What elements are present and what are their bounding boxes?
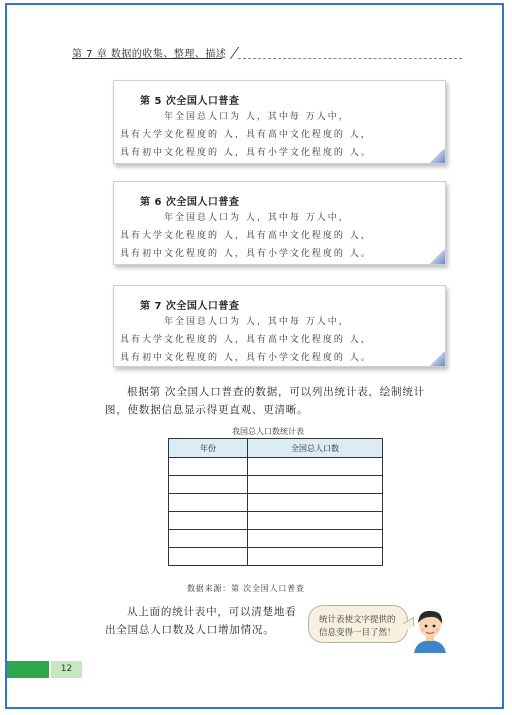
table-row [169,458,383,476]
boy-illustration [410,605,450,653]
chapter-title: 第 7 章 数据的收集、整理、描述 [72,49,227,60]
table-cell [248,512,383,530]
card-line: 具有大学文化程度的 人，具有高中文化程度的 人， [120,231,372,241]
paragraph-line: 从上面的统计表中，可以清楚地看 [127,606,297,618]
table-row [169,530,383,548]
bubble-line: 统计表使文字提供的 [319,615,396,625]
table-source: 数据来源：第 次全国人口普查 [187,584,305,593]
census-card-7 [113,285,446,367]
table-cell [248,476,383,494]
page-curl [429,250,445,264]
table-cell [248,548,383,566]
census-card-6 [113,181,446,265]
card-line: 年全国总人口为 人，其中每 万人中， [164,213,350,223]
table-cell [169,530,248,548]
card-title: 第 7 次全国人口普查 [140,301,240,312]
table-cell [169,548,248,566]
table-row [169,512,383,530]
header-rule [72,58,222,59]
table-cell [248,530,383,548]
table-cell [169,458,248,476]
page-curl [429,149,445,163]
footer-green-bar [7,661,49,678]
speech-bubble [308,605,408,643]
card-line: 具有初中文化程度的 人，具有小学文化程度的 人。 [120,148,372,158]
table-row [169,548,383,566]
card-line: 具有大学文化程度的 人，具有高中文化程度的 人， [120,335,372,345]
card-line: 具有初中文化程度的 人，具有小学文化程度的 人。 [120,353,372,363]
table-row [169,494,383,512]
paragraph-line: 根据第 次全国人口普查的数据，可以列出统计表，绘制统计 [127,386,425,398]
page-curl [429,352,445,366]
card-line: 年全国总人口为 人，其中每 万人中， [164,112,350,122]
card-title: 第 6 次全国人口普查 [140,197,240,208]
table-cell [169,494,248,512]
page-number: 12 [51,661,82,678]
census-card-5 [113,80,446,164]
paragraph-line: 出全国总人口数及人口增加情况。 [105,624,275,636]
card-line: 具有初中文化程度的 人，具有小学文化程度的 人。 [120,249,372,259]
card-title: 第 5 次全国人口普查 [140,96,240,107]
table-row [169,476,383,494]
header-dotted-line [238,58,462,59]
population-table [168,438,383,566]
bubble-line: 信息变得一目了然！ [319,628,396,638]
table-cell [248,458,383,476]
table-cell [169,512,248,530]
card-line: 具有大学文化程度的 人，具有高中文化程度的 人， [120,130,372,140]
chapter-header [72,45,462,61]
table-cell [248,494,383,512]
column-header-population: 全国总人口数 [248,439,383,458]
table-caption: 我国总人口数统计表 [232,427,304,436]
column-header-year: 年份 [169,439,248,458]
table-cell [169,476,248,494]
card-line: 年全国总人口为 人，其中每 万人中， [164,317,350,327]
paragraph-line: 图，使数据信息显示得更直观、更清晰。 [105,404,309,416]
